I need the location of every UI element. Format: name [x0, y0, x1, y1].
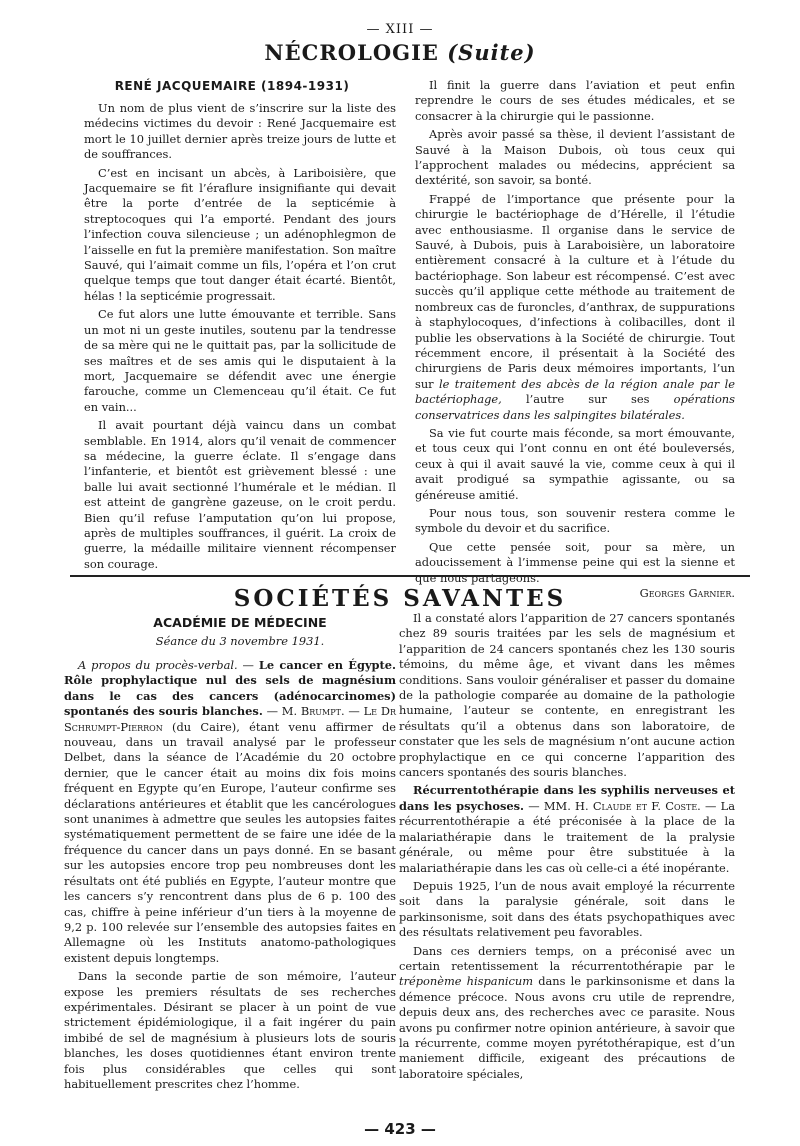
academy-heading: ACADÉMIE DE MÉDECINE: [153, 615, 327, 630]
obituary-paragraph: Sa vie fut courte mais féconde, sa mort émouvante, et tous ceux qui l’ont connu en ont été bouleversés, ceux à qui il avait sauvé la vie, comme ceux à qui il avait prodigué sa sympathie agissante, ou sa généreuse amitié.: [415, 425, 735, 502]
obituary-heading: RENÉ JACQUEMAIRE (1894-1931): [114, 79, 350, 93]
obituary-paragraph: Un nom de plus vient de s’inscrire sur la liste des médecins victimes du devoir : René Jacquemaire est mort le 10 juillet dernier après treize jours de lutte et de souffrances.: [84, 101, 396, 162]
report-paragraph: Dans la seconde partie de son mémoire, l’auteur expose les premiers résultats de ses recherches expérimentales. Désirant se placer à un point de vue strictement épidémiologique, il a fait ingérer du pain imbibé de sel de magnésium à plusieurs lots de souris blanches, les doses quotidiennes étant environ trente fois plus considérables que celles qui sont habituellement prescrites chez l’homme.: [64, 969, 396, 1091]
italic-term: tréponème hispanicum: [399, 974, 534, 989]
obituary-paragraph: Pour nous tous, son souvenir restera comme le symbole du devoir et du sacrifice.: [415, 505, 735, 536]
section-divider: [70, 575, 750, 577]
session-date: Séance du 3 novembre 1931.: [155, 634, 325, 648]
paragraph-text: dans le parkinsonisme et dans la démence précoce. Nous avons cru utile de reprendre, depuis deux ans, des recherches avec ce parasite. Nous avons pu confirmer notre opinion antérieure, à savoir que la récurrente, comme moyen pyrétothérapique, est d’un maniement difficile, exigeant des précautions de laboratoire spéciales,: [399, 974, 736, 1081]
italic-title: le traitement des abcès de la région anale par le bactériophage,: [415, 376, 736, 407]
report-paragraph: [399, 783, 735, 875]
report-title: Le cancer en Égypte. Rôle prophylactique nul des sels de magnésium dans le cas des cancers (adénocarcinomes) spontanés des souris blanches.: [64, 658, 396, 719]
societes-left-column: [64, 658, 396, 1095]
signature: Georges Garnier.: [639, 586, 735, 600]
page-number: — 423 —: [364, 1120, 436, 1138]
italic-lead: A propos du procès-verbal.: [78, 658, 238, 672]
report-paragraph: [399, 944, 735, 1083]
paragraph-text: l’autre sur ses: [525, 392, 650, 407]
report-authors: — MM. H. Claude et F. Coste.: [524, 798, 701, 813]
section-title: SOCIÉTÉS SAVANTES: [233, 585, 567, 612]
obituary-paragraph: Il finit la guerre dans l’aviation et peut enfin reprendre le cours de ses études médicales, et se consacrer à la chirurgie qui le passionne.: [415, 78, 735, 123]
obituary-paragraph: Il avait pourtant déjà vaincu dans un combat semblable. En 1914, alors qu’il venait de commencer sa médecine, la guerre éclate. Il s’engage dans l’infanterie, et bientôt est grièvement blessé : une balle lui avait sectionné l’humérale et le médian. Il est atteint de gangrène gazeuse, on le croit perdu. Bien qu’il refuse l’amputation qu’on lui propose, après de multiples souffrances, il guérit. La croix de guerre, la médaille militaire viennent récompenser son courage.: [84, 418, 396, 571]
dash: —: [237, 658, 259, 672]
report-paragraph: [64, 658, 396, 966]
obituary-paragraph: Ce fut alors une lutte émouvante et terrible. Sans un mot ni un geste inutiles, soutenu par la tendresse de sa mère qui ne le quittait pas, par la sollicitude de ses maîtres et de ses amis qui le disputaient à la mort, Jacquemaire se défendit avec une énergie farouche, comme un Clemenceau qu’il était. Ce fut en vain...: [84, 307, 396, 414]
paragraph-text: Frappé de l’importance que présente pour la chirurgie le bactériophage de d’Hérelle, il l’étudie avec enthousiasme. Il organise dans le service de Sauvé, à Dubois, puis à Laraboisière, un laboratoire entièrement consacré à la culture et à l’étude du bactériophage. Son labeur est récompensé. C’est avec succès qu’il applique cette méthode au traitement de nombreux cas de furoncles, d’anthrax, de suppurations à staphylocoques, d’infections à colibacilles, dont il publie les observations à la Société de chirurgie. Tout récemment encore, il présentait à la Société des chirurgiens de Paris deux mémoires importants, l’un sur: [415, 191, 735, 391]
report-paragraph: Il a constaté alors l’apparition de 27 cancers spontanés chez 89 souris traitées par les sels de magnésium et l’apparition de 24 cancers spontanés chez les 130 souris témoins, du même âge, et vivant dans les mêmes conditions. Sans vouloir généraliser et passer du domaine de la pathologie comparée au domaine de la pathologie humaine, l’auteur se contente, en enregistrant les résultats qu’il a obtenus dans son laboratoire, de constater que les sels de magnésium n’ont aucune action prophylactique en ce qui concerne l’apparition des cancers spontanés des souris blanches.: [399, 611, 735, 780]
report-title: Récurrentothérapie dans les syphilis nerveuses et dans les psychoses.: [399, 783, 735, 813]
paragraph-text: (du Caire), étant venu affirmer de nouveau, dans un travail analysé par le professeur Delbet, dans la séance de l’Académie du 20 octobre dernier, que le cancer était au moins dix fois moins fréquent en Egypte qu’en Europe, l’auteur confirme ses déclarations antérieures et établit que les cancérologues sont unanimes à admettre que seules les autopsies faites systématiquement permettent de se faire une idée de la fréquence du cancer dans un pays donné. En se basant sur les autopsies encore trop peu nombreuses dont les résultats ont été publiés en Egypte, l’auteur montre que les cancers s’y rencontrent dans plus de 6 p. 100 des cas, chiffre à peine inférieur d’un tiers à la moyenne de 9,2 p. 100 relevée sur l’ensemble des autopsies faites en Allemagne où les Instituts anatomo-pathologiques existent depuis longtemps.: [64, 719, 396, 965]
obituary-left-column: [84, 101, 396, 575]
obituary-right-column: [415, 78, 735, 604]
obituary-paragraph: C’est en incisant un abcès, à Lariboisière, que Jacquemaire se fit l’éraflure insignifiante qui devait être la porte d’entrée de la septicémie à streptocoques qui l’a emporté. Pendant des jours l’infection couva silencieuse ; un adénophlegmon de l’aisselle en fut la première manifestation. Son maître Sauvé, qui l’aimait comme un fils, l’opéra et l’on crut quelque temps que tout danger était écarté. Bientôt, hélas ! la septicémie progressait.: [84, 165, 396, 303]
page-title: [0, 40, 800, 65]
roman-page-number: — XIII —: [366, 22, 434, 37]
paragraph-text: Dans ces derniers temps, on a préconisé avec un certain retentissement la récurrentothérapie par le: [399, 943, 735, 973]
title-suffix: (Suite): [447, 40, 536, 65]
report-paragraph: Depuis 1925, l’un de nous avait employé la récurrente soit dans la paralysie générale, soit dans le parkinsonisme, soit dans des états psychopathiques avec des résultats relativement peu favorables.: [399, 878, 735, 940]
italic-title: opérations conservatrices dans les salpingites bilatérales.: [415, 392, 735, 422]
obituary-paragraph: [415, 192, 735, 423]
report-authors: — M. Brumpt. — Le Dr Schrumpt-Pierron: [64, 704, 396, 734]
title-main: NÉCROLOGIE: [264, 40, 439, 65]
paragraph-text: — La récurrentothérapie a été préconisée à la place de la malariathérapie dans le traitement de la pralysie générale, ou même pour être substituée à la malariathérapie dans les cas où celle-ci a été inopérante.: [399, 798, 735, 875]
obituary-paragraph: Après avoir passé sa thèse, il devient l’assistant de Sauvé à la Maison Dubois, où tous ceux qui l’approchent malades ou médecins, apprécient sa dextérité, son savoir, sa bonté.: [415, 127, 735, 188]
paragraph-text: Que cette pensée soit, pour sa mère, un adoucissement à l’immense peine qui est la sienne et que nous partageons.: [415, 539, 735, 585]
societes-right-column: [399, 611, 735, 1085]
